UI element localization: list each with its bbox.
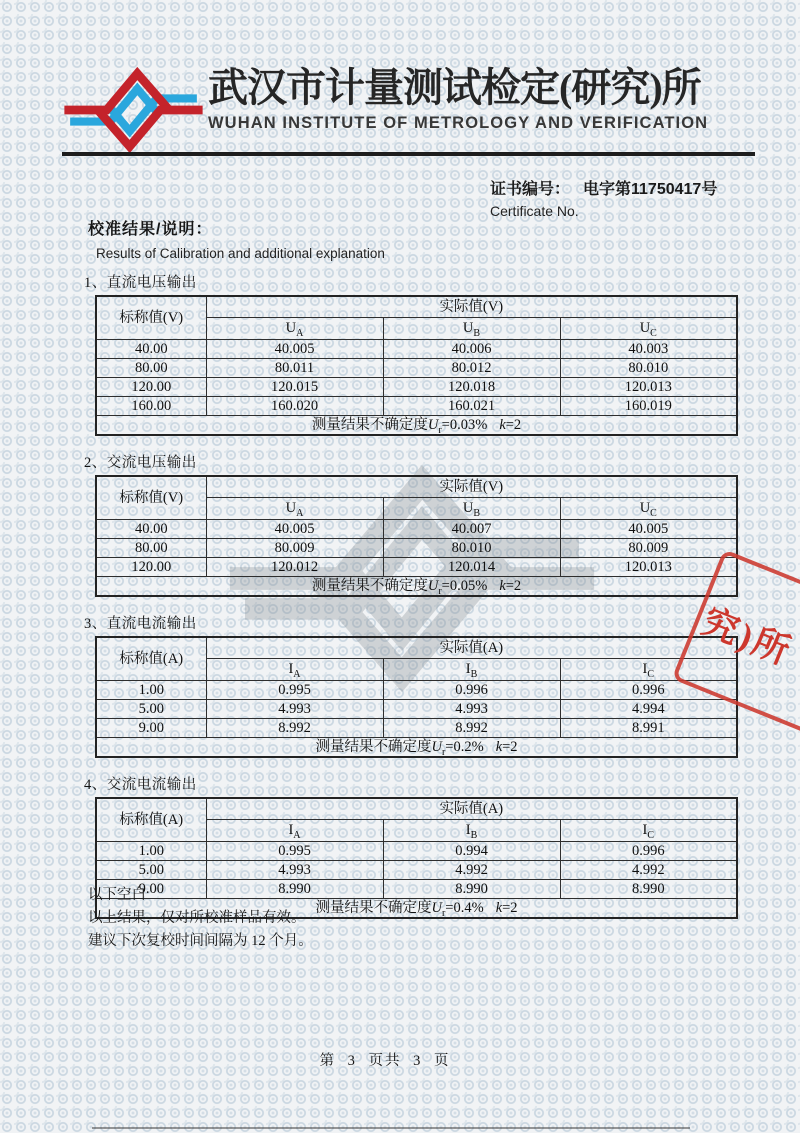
phase-b-header xyxy=(383,820,560,842)
table-data-body xyxy=(96,520,737,577)
nominal-value-cell: 80.00 xyxy=(96,539,206,558)
measured-value-cell: 80.009 xyxy=(560,539,737,558)
institute-logo xyxy=(60,62,207,158)
note-line: 以上结果，仅对所校准样品有效。 xyxy=(88,910,306,926)
table-header-row xyxy=(96,476,737,498)
symbol-sub: B xyxy=(470,668,478,680)
uncertainty-cell xyxy=(96,738,737,758)
closing-notes xyxy=(88,884,313,953)
certificate-number-value: 电字第11750417号 xyxy=(583,181,718,198)
org-name-en: WUHAN INSTITUTE OF METROLOGY AND VERIFICATION xyxy=(208,113,709,132)
table-caption: 1、直流电压输出 xyxy=(84,275,197,291)
table-caption: 2、交流电压输出 xyxy=(84,455,197,471)
table-footer xyxy=(96,577,737,597)
table-data-body xyxy=(96,681,737,738)
page-number: 第 3 页共 3 页 xyxy=(319,1053,451,1069)
phase-a-header xyxy=(206,498,383,520)
symbol: U xyxy=(285,500,297,516)
actual-header-cell: 实际值(V) xyxy=(206,296,737,318)
symbol-sub: A xyxy=(296,327,304,339)
nominal-value-cell: 80.00 xyxy=(96,359,206,378)
measured-value-cell: 4.993 xyxy=(206,861,383,880)
symbol: I xyxy=(642,822,648,838)
symbol-sub: C xyxy=(647,668,655,680)
measured-value-cell: 0.996 xyxy=(383,681,560,700)
nominal-header-cell: 标称值(A) xyxy=(96,637,206,681)
nominal-header-cell: 标称值(A) xyxy=(96,798,206,842)
symbol-sub: A xyxy=(293,829,301,841)
nominal-value-cell: 5.00 xyxy=(96,861,206,880)
uncertainty-sub: r xyxy=(441,746,446,758)
uncertainty-symbol: U xyxy=(431,900,442,916)
actual-header-cell: 实际值(A) xyxy=(206,637,737,659)
measured-value-cell: 40.006 xyxy=(383,340,560,359)
measured-value-cell: 120.013 xyxy=(560,558,737,577)
institute-logo-graphic xyxy=(60,62,207,158)
measured-value-cell: 4.993 xyxy=(206,700,383,719)
uncertainty-sub: r xyxy=(438,424,442,436)
table-row xyxy=(96,719,737,738)
table-caption: 3、直流电流输出 xyxy=(84,616,197,632)
measured-value-cell: 8.990 xyxy=(383,880,560,899)
table-header-body xyxy=(96,296,737,340)
measured-value-cell: 120.014 xyxy=(383,558,560,577)
table-block-dc-voltage xyxy=(84,271,744,436)
symbol-sub: B xyxy=(473,507,481,519)
certificate-number-label-en: Certificate No. xyxy=(490,203,579,219)
uncertainty-symbol: U xyxy=(431,739,442,755)
coverage-factor-value: =2 xyxy=(505,417,522,433)
table-header-body xyxy=(96,798,737,842)
table-row xyxy=(96,700,737,719)
uncertainty-symbol: U xyxy=(427,578,439,594)
table-row xyxy=(96,397,737,416)
table-row xyxy=(96,861,737,880)
uncertainty-value: =0.2% xyxy=(445,739,484,755)
certificate-number-line xyxy=(490,176,717,199)
uncertainty-prefix: 测量结果不确定度 xyxy=(311,417,428,433)
ac-voltage-table xyxy=(95,475,738,597)
nominal-value-cell: 1.00 xyxy=(96,842,206,861)
uncertainty-symbol: U xyxy=(427,417,439,433)
phase-a-header xyxy=(206,820,383,842)
section-title-cn: 校准结果/说明： xyxy=(88,221,213,238)
symbol: U xyxy=(639,320,651,336)
nominal-value-cell: 9.00 xyxy=(96,880,206,899)
certificate-number-block xyxy=(490,176,717,219)
symbol: I xyxy=(642,661,648,677)
symbol-sub: C xyxy=(650,507,657,519)
measured-value-cell: 0.996 xyxy=(560,842,737,861)
measured-value-cell: 4.993 xyxy=(383,700,560,719)
actual-header-cell: 实际值(V) xyxy=(206,476,737,498)
symbol-sub: A xyxy=(293,668,301,680)
symbol-sub: B xyxy=(473,327,481,339)
table-row xyxy=(96,520,737,539)
table-block-dc-current xyxy=(84,612,744,758)
table-row xyxy=(96,359,737,378)
symbol: I xyxy=(465,661,471,677)
table-row xyxy=(96,378,737,397)
nominal-value-cell: 120.00 xyxy=(96,558,206,577)
results-section-heading xyxy=(88,216,385,261)
calibration-tables xyxy=(84,271,744,934)
certificate-number-label: 证书编号： xyxy=(490,181,571,198)
measured-value-cell: 120.012 xyxy=(206,558,383,577)
measured-value-cell: 160.020 xyxy=(206,397,383,416)
measured-value-cell: 160.019 xyxy=(560,397,737,416)
phase-a-header xyxy=(206,659,383,681)
table-footer xyxy=(96,416,737,436)
nominal-value-cell: 5.00 xyxy=(96,700,206,719)
title-block xyxy=(208,62,708,133)
table-row xyxy=(96,539,737,558)
measured-value-cell: 40.005 xyxy=(560,520,737,539)
measured-value-cell: 0.996 xyxy=(560,681,737,700)
uncertainty-row xyxy=(96,577,737,597)
uncertainty-value: =0.4% xyxy=(445,900,484,916)
symbol-sub: B xyxy=(470,829,478,841)
measured-value-cell: 4.992 xyxy=(383,861,560,880)
nominal-value-cell: 9.00 xyxy=(96,719,206,738)
uncertainty-prefix: 测量结果不确定度 xyxy=(311,578,428,594)
coverage-factor-value: =2 xyxy=(502,900,518,916)
symbol-sub: A xyxy=(296,507,304,519)
measured-value-cell: 4.992 xyxy=(560,861,737,880)
table-header-body xyxy=(96,637,737,681)
uncertainty-cell xyxy=(96,577,737,597)
uncertainty-sub: r xyxy=(438,585,442,597)
section-title-en: Results of Calibration and additional explanation xyxy=(96,246,385,261)
phase-a-header xyxy=(206,318,383,340)
coverage-factor-value: =2 xyxy=(502,739,518,755)
table-header-row xyxy=(96,296,737,318)
header-divider xyxy=(62,152,755,156)
symbol: U xyxy=(462,500,474,516)
table-block-ac-voltage xyxy=(84,451,744,597)
table-header-row xyxy=(96,637,737,659)
coverage-factor-symbol: k xyxy=(495,900,503,916)
measured-value-cell: 80.009 xyxy=(206,539,383,558)
measured-value-cell: 40.005 xyxy=(206,520,383,539)
coverage-factor-symbol: k xyxy=(499,417,506,433)
measured-value-cell: 8.990 xyxy=(206,880,383,899)
nominal-header-cell: 标称值(V) xyxy=(96,476,206,520)
header xyxy=(60,62,756,158)
note-line: 以下空白 xyxy=(88,887,146,903)
measured-value-cell: 120.015 xyxy=(206,378,383,397)
measured-value-cell: 40.005 xyxy=(206,340,383,359)
org-name-cn: 武汉市计量测试检定(研究)所 xyxy=(208,65,701,110)
table-row xyxy=(96,681,737,700)
symbol: U xyxy=(639,500,651,516)
measured-value-cell: 160.021 xyxy=(383,397,560,416)
uncertainty-row xyxy=(96,738,737,758)
table-caption: 4、交流电流输出 xyxy=(84,777,197,793)
actual-header-cell: 实际值(A) xyxy=(206,798,737,820)
table-footer xyxy=(96,738,737,758)
uncertainty-row xyxy=(96,416,737,436)
nominal-header-cell: 标称值(V) xyxy=(96,296,206,340)
phase-c-header xyxy=(560,498,737,520)
nominal-value-cell: 40.00 xyxy=(96,340,206,359)
measured-value-cell: 80.012 xyxy=(383,359,560,378)
uncertainty-prefix: 测量结果不确定度 xyxy=(315,900,432,916)
symbol: U xyxy=(285,320,297,336)
phase-b-header xyxy=(383,659,560,681)
measured-value-cell: 40.003 xyxy=(560,340,737,359)
phase-b-header xyxy=(383,498,560,520)
dc-current-table xyxy=(95,636,738,758)
note-line: 建议下次复校时间间隔为 12 个月。 xyxy=(88,933,313,949)
measured-value-cell: 4.994 xyxy=(560,700,737,719)
symbol: I xyxy=(288,822,294,838)
measured-value-cell: 0.994 xyxy=(383,842,560,861)
symbol: I xyxy=(288,661,294,677)
coverage-factor-symbol: k xyxy=(499,578,506,594)
uncertainty-prefix: 测量结果不确定度 xyxy=(315,739,432,755)
uncertainty-cell xyxy=(96,416,737,436)
measured-value-cell: 80.011 xyxy=(206,359,383,378)
uncertainty-value: =0.03% xyxy=(441,417,488,433)
symbol: U xyxy=(462,320,474,336)
phase-b-header xyxy=(383,318,560,340)
seal-text: 究)所 xyxy=(696,600,798,673)
table-header-body xyxy=(96,476,737,520)
measured-value-cell: 80.010 xyxy=(560,359,737,378)
uncertainty-sub: r xyxy=(441,907,446,919)
coverage-factor-value: =2 xyxy=(505,578,522,594)
measured-value-cell: 120.013 xyxy=(560,378,737,397)
symbol-sub: C xyxy=(650,327,657,339)
measured-value-cell: 0.995 xyxy=(206,681,383,700)
measured-value-cell: 80.010 xyxy=(383,539,560,558)
symbol-sub: C xyxy=(647,829,655,841)
table-row xyxy=(96,842,737,861)
table-data-body xyxy=(96,340,737,416)
coverage-factor-symbol: k xyxy=(495,739,503,755)
measured-value-cell: 0.995 xyxy=(206,842,383,861)
phase-c-header xyxy=(560,318,737,340)
table-row xyxy=(96,340,737,359)
symbol: I xyxy=(465,822,471,838)
scan-edge-line xyxy=(92,1127,690,1129)
phase-c-header xyxy=(560,820,737,842)
table-header-row xyxy=(96,798,737,820)
nominal-value-cell: 1.00 xyxy=(96,681,206,700)
table-row xyxy=(96,558,737,577)
measured-value-cell: 8.992 xyxy=(383,719,560,738)
nominal-value-cell: 120.00 xyxy=(96,378,206,397)
uncertainty-value: =0.05% xyxy=(441,578,488,594)
nominal-value-cell: 40.00 xyxy=(96,520,206,539)
measured-value-cell: 120.018 xyxy=(383,378,560,397)
measured-value-cell: 8.991 xyxy=(560,719,737,738)
measured-value-cell: 8.990 xyxy=(560,880,737,899)
measured-value-cell: 8.992 xyxy=(206,719,383,738)
dc-voltage-table xyxy=(95,295,738,436)
nominal-value-cell: 160.00 xyxy=(96,397,206,416)
measured-value-cell: 40.007 xyxy=(383,520,560,539)
